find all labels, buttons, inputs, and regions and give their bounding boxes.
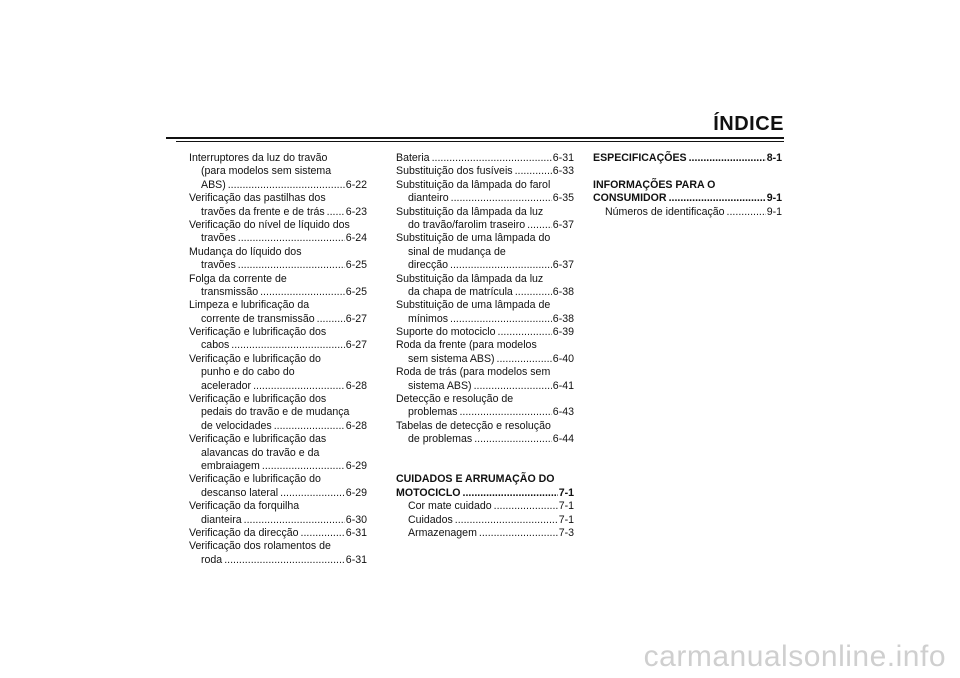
index-entry-pageline: problemas ..... 6-43 <box>396 406 574 419</box>
index-entry-pageline: travões da frente e de trás ..... 6-23 <box>189 206 367 219</box>
index-entry-line: (para modelos sem sistema <box>201 165 332 178</box>
index-section-cuidados[interactable]: MOTOCICLO ..... 7-1 <box>396 487 574 500</box>
watermark-text: carmanualsonline.info <box>643 640 946 673</box>
index-entry[interactable]: Armazenagem ..... 7-3 <box>396 527 574 540</box>
index-entry[interactable] <box>396 326 574 339</box>
index-entry[interactable] <box>189 353 367 393</box>
index-entry[interactable] <box>189 273 367 300</box>
index-entry-pageline: acelerador ..... 6-28 <box>189 380 367 393</box>
index-entry-pageline: cabos ..... 6-27 <box>189 339 367 352</box>
index-entry[interactable] <box>189 540 367 567</box>
page-number: 6-38 <box>552 312 574 325</box>
index-entry[interactable] <box>396 232 574 272</box>
index-entry-pageline: dianteira ..... 6-30 <box>189 514 367 527</box>
index-entry-line: Limpeza e lubrificação da <box>189 299 310 312</box>
index-column-3 <box>593 152 782 219</box>
index-entry-line: Detecção e resolução de <box>396 393 514 406</box>
index-entry[interactable]: Cuidados ..... 7-1 <box>396 514 574 527</box>
index-entry[interactable] <box>189 246 367 273</box>
page-number: 6-43 <box>552 406 574 419</box>
index-entry[interactable] <box>189 192 367 219</box>
index-entry[interactable] <box>189 299 367 326</box>
index-entry-line: Verificação e lubrificação dos <box>189 326 327 339</box>
index-entry-line: Folga da corrente de <box>189 272 287 285</box>
index-entry[interactable] <box>396 165 574 178</box>
page-number: 6-29 <box>345 486 367 499</box>
page-number: 6-25 <box>345 259 367 272</box>
page-number: 6-27 <box>345 312 367 325</box>
index-entry-line: Substituição da lâmpada do farol <box>396 178 551 191</box>
index-entry[interactable] <box>189 152 367 192</box>
index-entry-pageline: Bateria ..... 6-31 <box>396 152 574 165</box>
index-entry-line: Verificação e lubrificação do <box>189 473 321 486</box>
index-entry-pageline: transmissão ..... 6-25 <box>189 286 367 299</box>
page-number: 6-24 <box>345 232 367 245</box>
page-number: 6-39 <box>552 326 574 339</box>
index-entry[interactable] <box>189 326 367 353</box>
index-entry-pageline: Suporte do motociclo ..... 6-39 <box>396 326 574 339</box>
title-rule-thick <box>166 137 784 139</box>
index-entry[interactable] <box>396 393 574 420</box>
index-entry-pageline: sistema ABS) ..... 6-41 <box>396 380 574 393</box>
index-entry[interactable] <box>396 366 574 393</box>
index-entry-pageline: ABS) ..... 6-22 <box>189 179 367 192</box>
index-entry-line: Verificação da forquilha <box>189 500 300 513</box>
index-entry-line: Roda da frente (para modelos <box>396 339 537 352</box>
index-entry-pageline: da chapa de matrícula ..... 6-38 <box>396 286 574 299</box>
index-section-title-line: INFORMAÇÕES PARA O <box>593 178 716 191</box>
index-entry-line: pedais do travão e de mudança <box>201 406 350 419</box>
index-entry-pageline: travões ..... 6-25 <box>189 259 367 272</box>
index-entry-line: punho e do cabo do <box>201 366 295 379</box>
index-entry-pageline: mínimos ..... 6-38 <box>396 313 574 326</box>
index-entry-line: alavancas do travão e da <box>201 446 320 459</box>
page-number: 6-28 <box>345 379 367 392</box>
index-entry-pageline: Substituição dos fusíveis ..... 6-33 <box>396 165 574 178</box>
index-entry-pageline: embraiagem ..... 6-29 <box>189 460 367 473</box>
page-number: 6-33 <box>552 165 574 178</box>
index-entry-pageline: corrente de transmissão ..... 6-27 <box>189 313 367 326</box>
page-number: 7-3 <box>558 526 574 539</box>
index-section-title-line: CUIDADOS E ARRUMAÇÃO DO <box>396 473 555 486</box>
index-entry-pageline: direcção ..... 6-37 <box>396 259 574 272</box>
index-entry[interactable] <box>396 206 574 233</box>
index-entry-line: Interruptores da luz do travão <box>189 152 328 164</box>
page-number: 7-1 <box>558 500 574 513</box>
index-entry[interactable] <box>396 420 574 447</box>
page-number: 6-41 <box>552 379 574 392</box>
index-entry-pageline: Verificação da direcção ..... 6-31 <box>189 527 367 540</box>
index-entry-line: Mudança do líquido dos <box>189 245 302 258</box>
index-entry-pageline: descanso lateral ..... 6-29 <box>189 487 367 500</box>
page-number: 6-44 <box>552 433 574 446</box>
index-entry-line: Verificação e lubrificação do <box>189 352 321 365</box>
index-entry[interactable] <box>396 273 574 300</box>
page-number: 6-35 <box>552 192 574 205</box>
index-entry-line: Substituição da lâmpada da luz <box>396 272 544 285</box>
page-number: 6-37 <box>552 259 574 272</box>
page-number: 6-38 <box>552 285 574 298</box>
page-number: 6-31 <box>552 152 574 164</box>
title-rule-thin <box>176 141 784 142</box>
index-entry[interactable]: Cor mate cuidado ..... 7-1 <box>396 500 574 513</box>
index-entry-pageline: de problemas ..... 6-44 <box>396 433 574 446</box>
index-entry[interactable] <box>189 473 367 500</box>
index-section-informacoes[interactable]: CONSUMIDOR ..... 9-1 <box>593 192 782 205</box>
index-entry[interactable] <box>189 433 367 473</box>
index-entry-line: Verificação dos rolamentos de <box>189 540 331 553</box>
index-entry[interactable] <box>396 339 574 366</box>
index-entry[interactable] <box>189 527 367 540</box>
page-number: 6-23 <box>345 205 367 218</box>
index-entry-line: sinal de mudança de <box>408 245 506 258</box>
page-number: 6-30 <box>345 513 367 526</box>
page-number: 6-29 <box>345 459 367 472</box>
index-entry-line: Substituição de uma lâmpada do <box>396 232 551 245</box>
index-entry[interactable] <box>189 500 367 527</box>
page-number: 6-37 <box>552 218 574 231</box>
index-entry[interactable] <box>396 152 574 165</box>
index-entry-pageline: roda ..... 6-31 <box>189 554 367 567</box>
index-column-2 <box>396 152 574 540</box>
index-entry-pageline: do travão/farolim traseiro ..... 6-37 <box>396 219 574 232</box>
page-number: 6-25 <box>345 285 367 298</box>
index-entry-pageline: dianteiro ..... 6-35 <box>396 192 574 205</box>
index-entry[interactable] <box>396 299 574 326</box>
page-number: 6-28 <box>345 419 367 432</box>
index-entry-line: Verificação do nível de líquido dos <box>189 218 350 231</box>
index-entry[interactable] <box>189 393 367 433</box>
index-entry-line: Substituição de uma lâmpada de <box>396 299 551 312</box>
index-entry-line: Roda de trás (para modelos sem <box>396 366 551 379</box>
index-entry-line: Substituição da lâmpada da luz <box>396 205 544 218</box>
page-number: 6-31 <box>345 526 367 539</box>
page-number: 7-1 <box>558 486 574 499</box>
index-entry[interactable] <box>396 179 574 206</box>
index-entry-pageline: sem sistema ABS) ..... 6-40 <box>396 353 574 366</box>
index-entry-pageline: travões ..... 6-24 <box>189 232 367 245</box>
index-entry[interactable]: Números de identificação ..... 9-1 <box>593 206 782 219</box>
index-entry-line: Verificação das pastilhas dos <box>189 192 326 205</box>
page-number: 6-22 <box>345 178 367 191</box>
index-section-especificacoes[interactable]: ESPECIFICAÇÕES ..... 8-1 <box>593 152 782 165</box>
page-number: 7-1 <box>558 513 574 526</box>
index-entry[interactable] <box>189 219 367 246</box>
index-column-1 <box>189 152 367 567</box>
index-entry-line: Tabelas de detecção e resolução <box>396 419 551 432</box>
page-number: 6-40 <box>552 352 574 365</box>
index-entry-line: Verificação e lubrificação dos <box>189 393 327 406</box>
page-title: ÍNDICE <box>713 113 784 135</box>
index-entry-pageline: de velocidades ..... 6-28 <box>189 420 367 433</box>
page-number: 6-27 <box>345 339 367 352</box>
index-entry-line: Verificação e lubrificação das <box>189 433 327 446</box>
page-number: 6-31 <box>345 553 367 566</box>
